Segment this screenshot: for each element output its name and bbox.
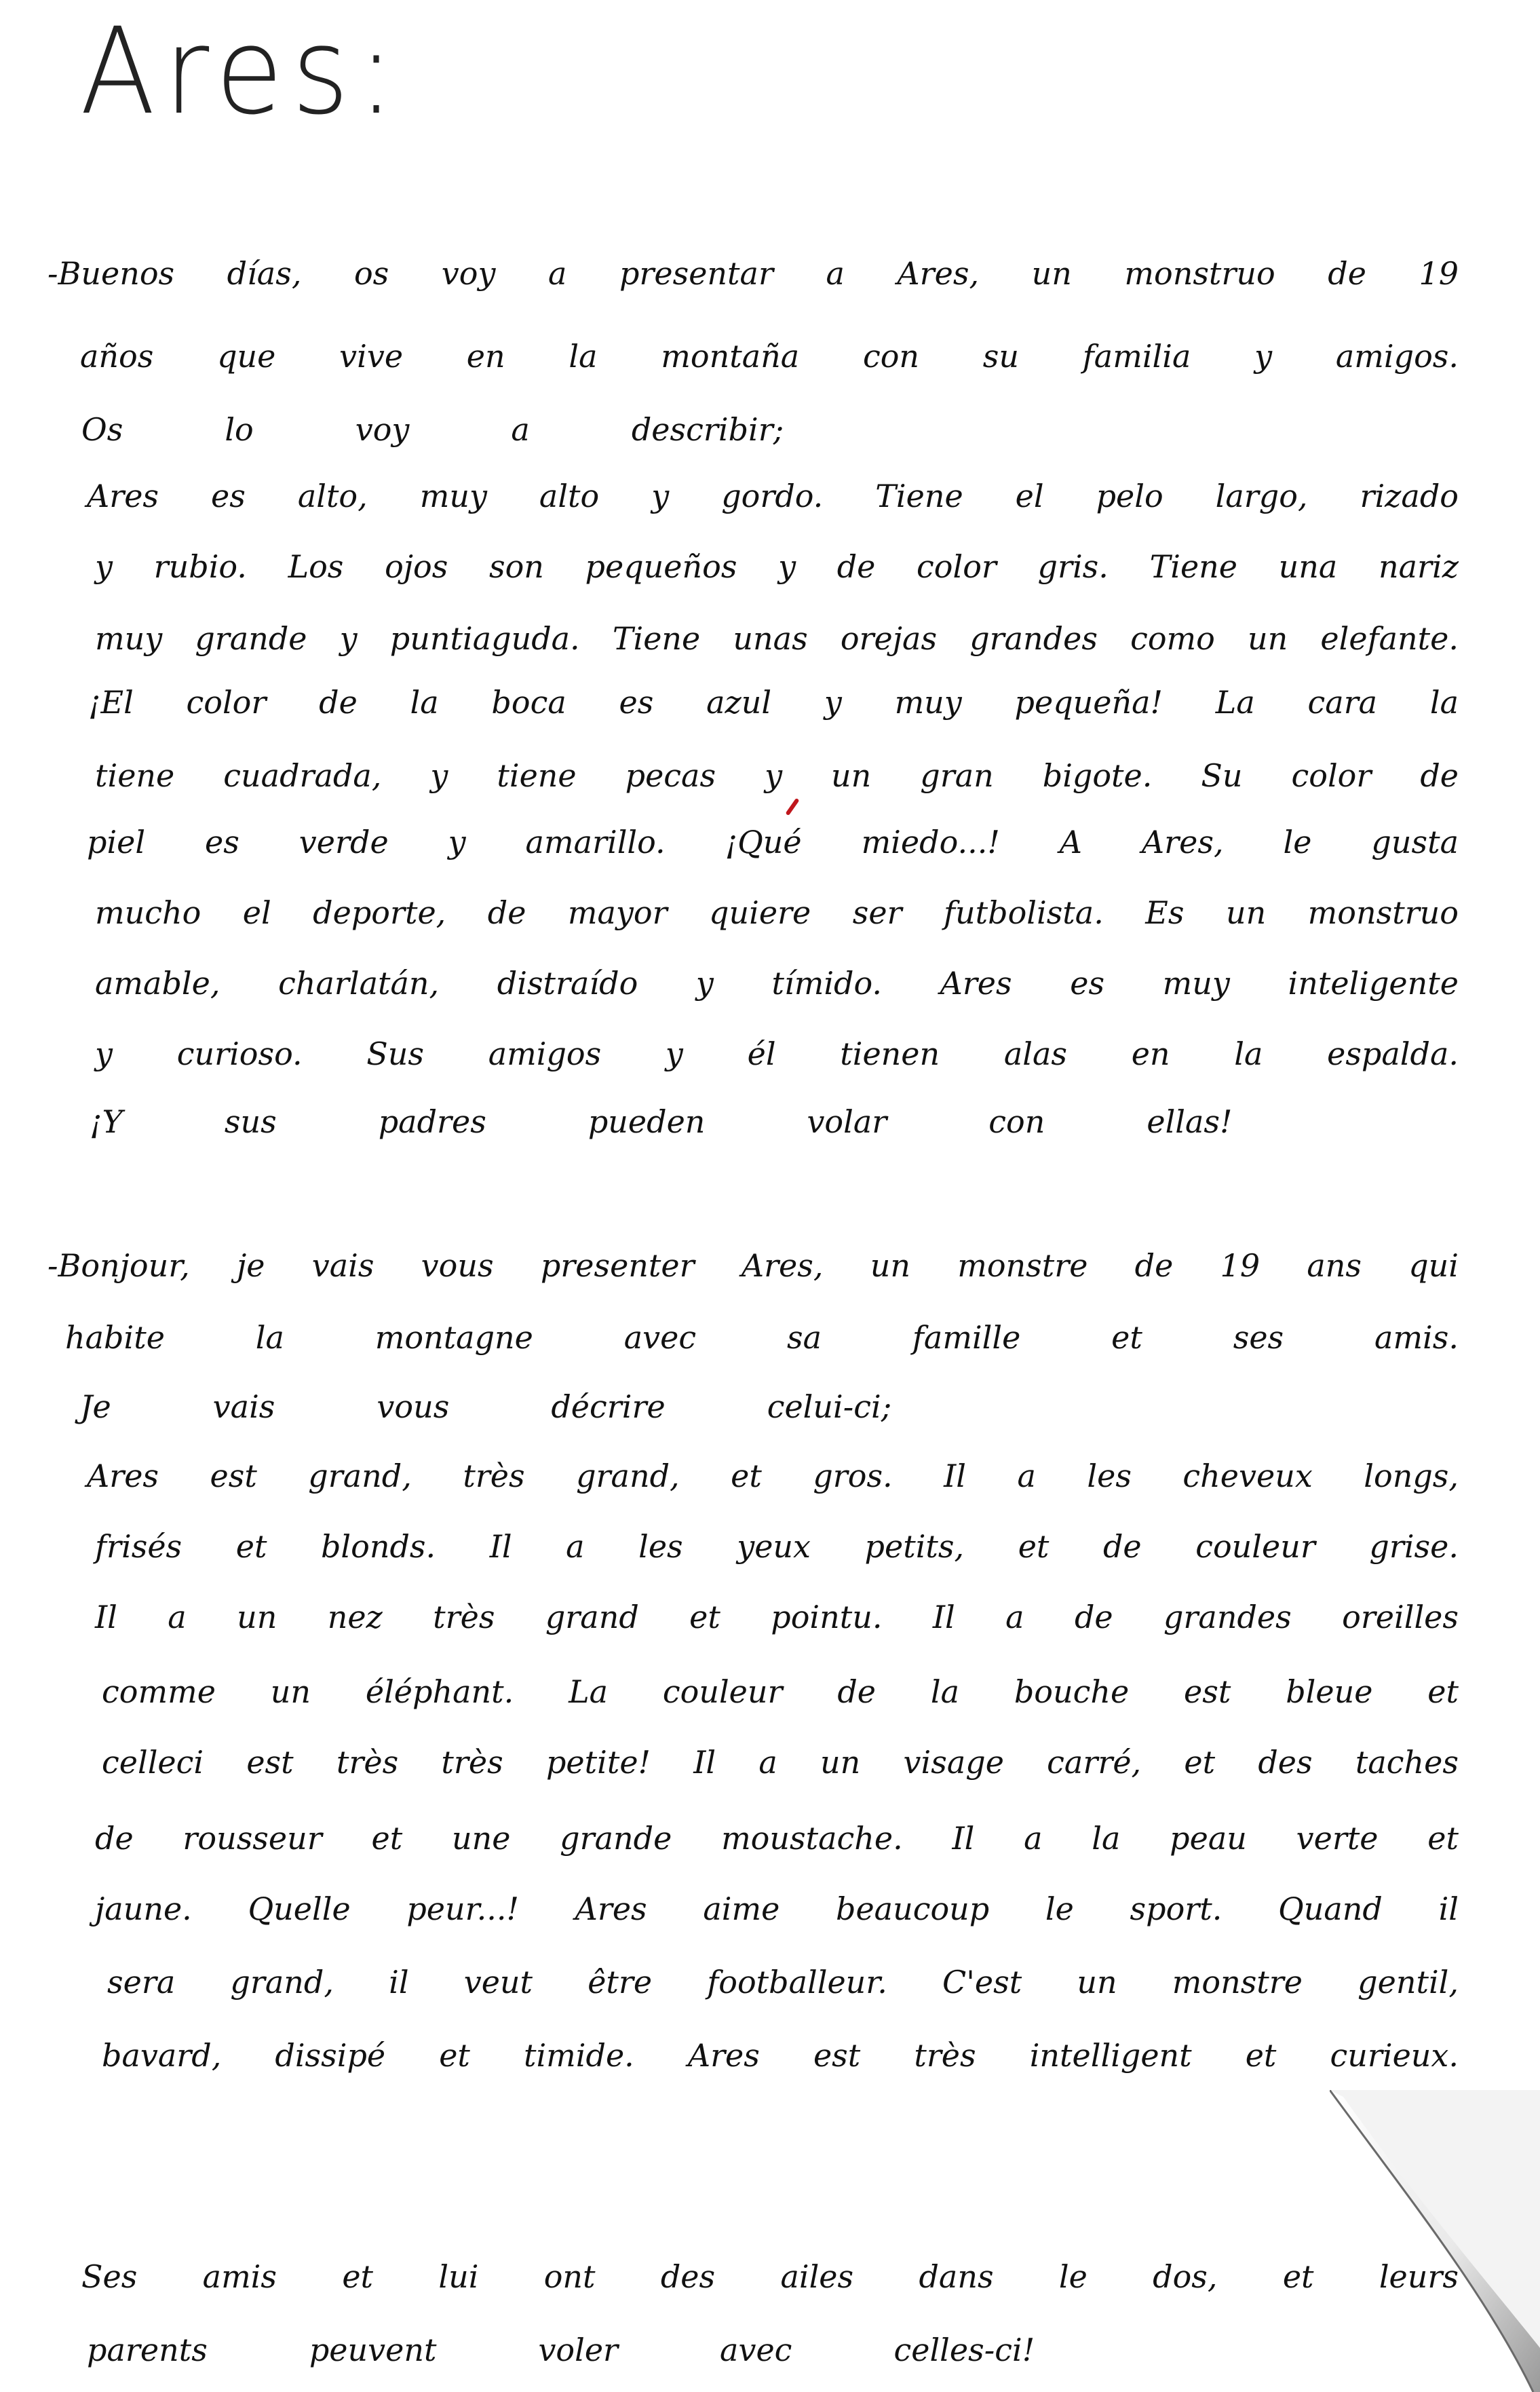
handwritten-word: grande <box>560 1820 672 1857</box>
handwritten-word: avec <box>720 2332 792 2368</box>
handwritten-word: Ares, <box>897 255 980 292</box>
handwritten-word: carré, <box>1047 1744 1142 1781</box>
handwritten-word: a <box>826 255 845 292</box>
handwritten-word: monstruo <box>1307 894 1459 931</box>
handwritten-word: el <box>1015 478 1044 514</box>
handwritten-word: grand, <box>308 1458 412 1494</box>
handwritten-word: sus <box>224 1103 277 1140</box>
handwritten-word: intelligent <box>1029 2037 1192 2074</box>
handwritten-word: la <box>410 684 439 721</box>
handwritten-word: peau <box>1170 1820 1247 1857</box>
handwritten-word: verte <box>1296 1820 1379 1857</box>
handwritten-word: son <box>488 548 544 585</box>
handwritten-word: Il <box>944 1458 967 1494</box>
handwritten-word: Tiene <box>1149 548 1238 585</box>
handwritten-word: longs, <box>1364 1458 1459 1494</box>
handwritten-word: es <box>205 824 239 860</box>
handwritten-word: très <box>463 1458 525 1494</box>
handwritten-word: y <box>1254 338 1273 375</box>
handwritten-word: sera <box>107 1964 176 2000</box>
handwritten-word: Ses <box>81 2258 138 2295</box>
handwritten-word: petite! <box>545 1744 651 1781</box>
handwritten-word: Il <box>932 1599 955 1635</box>
handwritten-word: vous <box>421 1247 494 1284</box>
handwritten-word: amigos. <box>1335 338 1459 375</box>
handwritten-word: de <box>95 1820 134 1857</box>
handwritten-word: y <box>95 548 113 585</box>
handwritten-word: y <box>430 757 448 794</box>
handwritten-word: 19 <box>1419 255 1459 292</box>
handwritten-word: presenter <box>540 1247 695 1284</box>
handwritten-word: pointu. <box>771 1599 883 1635</box>
handwritten-word: charlatán, <box>278 965 440 1002</box>
handwritten-word: nariz <box>1379 548 1459 585</box>
handwritten-word: gordo. <box>721 478 824 514</box>
handwritten-word: être <box>588 1964 653 2000</box>
handwritten-word: Quelle <box>248 1891 351 1927</box>
handwritten-word: y <box>765 757 783 794</box>
handwritten-word: alto, <box>297 478 368 514</box>
handwritten-word: pequeña! <box>1014 684 1163 721</box>
handwritten-word: montagne <box>374 1319 533 1356</box>
handwritten-word: voy <box>441 255 496 292</box>
handwritten-word: -Bonjour, <box>47 1247 190 1284</box>
handwritten-word: pequeños <box>585 548 737 585</box>
handwritten-word: A <box>1059 824 1082 860</box>
handwritten-word: en <box>466 338 505 375</box>
handwritten-word: es <box>619 684 654 721</box>
handwritten-word: qui <box>1408 1247 1459 1284</box>
handwritten-word: y <box>95 1036 113 1072</box>
handwritten-word: una <box>1278 548 1338 585</box>
handwritten-word: distraído <box>497 965 638 1002</box>
handwritten-word: cheveux <box>1182 1458 1313 1494</box>
handwritten-word: pelo <box>1096 478 1163 514</box>
handwritten-word: pueden <box>588 1103 706 1140</box>
handwritten-word: de <box>1074 1599 1113 1635</box>
handwritten-word: ¡El <box>88 684 134 721</box>
handwritten-word: lui <box>438 2258 479 2295</box>
handwritten-word: tiene <box>95 757 175 794</box>
handwritten-word: y <box>695 965 714 1002</box>
handwritten-word: Ares <box>87 478 159 514</box>
handwritten-word: La <box>1215 684 1255 721</box>
handwritten-word: ans <box>1307 1247 1362 1284</box>
handwritten-word: un <box>1248 620 1288 657</box>
handwritten-word: Je <box>80 1388 111 1425</box>
handwritten-word: parents <box>87 2332 208 2368</box>
page-fold-shadow <box>1330 2090 1540 2392</box>
handwritten-word: montaña <box>661 338 800 375</box>
handwritten-word: en <box>1131 1036 1170 1072</box>
handwritten-word: peur...! <box>406 1891 519 1927</box>
handwritten-word: leurs <box>1379 2258 1459 2295</box>
handwritten-word: gris. <box>1037 548 1109 585</box>
handwritten-word: curieux. <box>1330 2037 1459 2074</box>
handwritten-word: ojos <box>385 548 448 585</box>
handwritten-word: de <box>487 894 526 931</box>
handwritten-word: et <box>1427 1673 1459 1710</box>
handwritten-word: peuvent <box>309 2332 437 2368</box>
handwritten-word: monstruo <box>1124 255 1275 292</box>
handwritten-word: grand, <box>230 1964 334 2000</box>
handwritten-word: tiene <box>497 757 577 794</box>
handwritten-word: avec <box>623 1319 697 1356</box>
handwritten-word: le <box>1058 2258 1087 2295</box>
handwritten-word: muy <box>95 620 163 657</box>
handwritten-word: inteligente <box>1288 965 1459 1002</box>
handwritten-word: y <box>448 824 466 860</box>
handwritten-word: su <box>982 338 1019 375</box>
handwritten-word: espalda. <box>1327 1036 1459 1072</box>
handwritten-word: un <box>870 1247 910 1284</box>
handwritten-word: días, <box>227 255 302 292</box>
handwritten-word: muy <box>419 478 487 514</box>
handwritten-word: Su <box>1201 757 1243 794</box>
handwritten-word: es <box>1070 965 1105 1002</box>
handwritten-word: et <box>689 1599 720 1635</box>
handwritten-word: oreilles <box>1342 1599 1459 1635</box>
handwritten-word: Ares <box>687 2037 760 2074</box>
handwritten-word: miedo...! <box>861 824 1000 860</box>
handwritten-word: le <box>1283 824 1312 860</box>
handwritten-word: describir; <box>631 411 784 448</box>
handwritten-word: grise. <box>1369 1528 1459 1565</box>
handwritten-word: aime <box>703 1891 780 1927</box>
handwritten-word: je <box>237 1247 265 1284</box>
handwritten-word: couleur <box>662 1673 783 1710</box>
handwritten-word: quiere <box>709 894 811 931</box>
handwritten-word: y <box>778 548 796 585</box>
handwritten-word: jaune. <box>95 1891 192 1927</box>
handwritten-word: la <box>1092 1820 1121 1857</box>
handwritten-word: La <box>569 1673 609 1710</box>
handwritten-word: est <box>813 2037 861 2074</box>
handwritten-word: ses <box>1233 1319 1284 1356</box>
handwritten-word: et <box>342 2258 374 2295</box>
handwritten-word: Sus <box>366 1036 425 1072</box>
handwritten-word: visage <box>903 1744 1004 1781</box>
handwritten-word: él <box>747 1036 776 1072</box>
handwritten-word: et <box>1184 1744 1216 1781</box>
handwritten-word: rubio. <box>153 548 247 585</box>
handwritten-word: très <box>441 1744 503 1781</box>
handwritten-word: un <box>1031 255 1072 292</box>
handwritten-word: color <box>1291 757 1372 794</box>
handwritten-word: de <box>1328 255 1366 292</box>
handwritten-word: tímido. <box>771 965 882 1002</box>
handwritten-word: et <box>1427 1820 1459 1857</box>
handwritten-word: sa <box>787 1319 822 1356</box>
handwritten-word: color <box>186 684 267 721</box>
handwritten-word: gran <box>920 757 994 794</box>
handwritten-word: gros. <box>813 1458 893 1494</box>
handwritten-word: il <box>1438 1891 1459 1927</box>
handwritten-word: de <box>1420 757 1459 794</box>
handwritten-word: Os <box>81 411 123 448</box>
handwritten-word: a <box>1017 1458 1036 1494</box>
handwritten-word: familia <box>1082 338 1191 375</box>
handwritten-word: celui-ci; <box>767 1388 892 1425</box>
handwritten-word: un <box>237 1599 277 1635</box>
handwritten-word: bavard, <box>102 2037 222 2074</box>
handwritten-word: ¡Qué <box>725 824 802 860</box>
handwritten-word: C'est <box>942 1964 1022 2000</box>
handwritten-word: rizado <box>1360 478 1459 514</box>
handwritten-word: et <box>1111 1319 1142 1356</box>
handwritten-word: beaucoup <box>836 1891 990 1927</box>
handwritten-word: dos, <box>1153 2258 1218 2295</box>
handwritten-word: largo, <box>1215 478 1308 514</box>
handwritten-word: dans <box>919 2258 994 2295</box>
handwritten-word: grande <box>195 620 307 657</box>
handwritten-word: bouche <box>1014 1673 1130 1710</box>
handwritten-word: sport. <box>1130 1891 1223 1927</box>
handwritten-word: vous <box>377 1388 450 1425</box>
handwritten-word: futbolista. <box>944 894 1104 931</box>
handwritten-word: et <box>1245 2037 1277 2074</box>
handwritten-word: taches <box>1355 1744 1459 1781</box>
handwritten-word: padres <box>378 1103 486 1140</box>
handwritten-word: Los <box>288 548 344 585</box>
handwritten-word: grand <box>545 1599 639 1635</box>
handwritten-word: des <box>660 2258 716 2295</box>
handwritten-word: y <box>339 620 358 657</box>
handwritten-word: a <box>1024 1820 1043 1857</box>
handwritten-word: amis <box>202 2258 277 2295</box>
handwritten-word: famille <box>912 1319 1021 1356</box>
handwritten-word: presentar <box>619 255 773 292</box>
handwritten-word: a <box>547 255 567 292</box>
handwritten-word: Il <box>95 1599 117 1635</box>
handwritten-word: un <box>1225 894 1267 931</box>
handwritten-word: petits, <box>864 1528 965 1565</box>
handwritten-word: color <box>917 548 997 585</box>
handwritten-word: ailes <box>780 2258 854 2295</box>
handwritten-word: a <box>168 1599 187 1635</box>
handwritten-word: Il <box>952 1820 975 1857</box>
handwritten-word: est <box>246 1744 294 1781</box>
handwritten-word: Il <box>693 1744 716 1781</box>
handwritten-word: y <box>651 478 670 514</box>
handwritten-word: Ares <box>575 1891 647 1927</box>
handwritten-word: volar <box>807 1103 887 1140</box>
handwritten-word: les <box>1087 1458 1132 1494</box>
handwritten-word: Ares <box>940 965 1012 1002</box>
handwritten-word: moustache. <box>721 1820 903 1857</box>
handwritten-word: de <box>1102 1528 1142 1565</box>
handwritten-word: ¡Y <box>90 1103 123 1140</box>
handwritten-word: lo <box>225 411 254 448</box>
handwritten-word: un <box>1077 1964 1117 2000</box>
handwritten-word: a <box>758 1744 777 1781</box>
handwritten-word: piel <box>87 824 146 860</box>
handwritten-word: ont <box>543 2258 596 2295</box>
handwritten-word: blonds. <box>320 1528 436 1565</box>
handwritten-word: frisés <box>95 1528 182 1565</box>
handwritten-word: ellas! <box>1147 1103 1233 1140</box>
handwritten-word: il <box>389 1964 409 2000</box>
handwritten-word: vais <box>311 1247 374 1284</box>
handwritten-word: celleci <box>102 1744 204 1781</box>
handwritten-word: gentil, <box>1358 1964 1459 2000</box>
handwritten-word: et <box>731 1458 762 1494</box>
handwritten-word: habite <box>65 1319 165 1356</box>
handwritten-word: bleue <box>1286 1673 1373 1710</box>
handwritten-word: Ares, <box>1141 824 1224 860</box>
handwritten-word: es <box>211 478 246 514</box>
handwritten-word: 19 <box>1220 1247 1260 1284</box>
handwritten-word: comme <box>102 1673 216 1710</box>
handwritten-word: est <box>1184 1673 1231 1710</box>
handwritten-word: mucho <box>95 894 201 931</box>
handwritten-word: Quand <box>1278 1891 1383 1927</box>
handwritten-word: de <box>1134 1247 1174 1284</box>
handwritten-word: alas <box>1003 1036 1068 1072</box>
handwritten-word: voy <box>355 411 410 448</box>
handwritten-word: grandes <box>969 620 1098 657</box>
handwritten-word: est <box>210 1458 257 1494</box>
handwritten-word: amigos <box>488 1036 602 1072</box>
handwritten-word: como <box>1130 620 1215 657</box>
handwritten-word: tienen <box>840 1036 940 1072</box>
handwritten-word: a <box>511 411 530 448</box>
handwritten-word: Ares <box>87 1458 159 1494</box>
handwritten-word: alto <box>539 478 600 514</box>
handwritten-word: y <box>824 684 842 721</box>
handwritten-word: la <box>1429 684 1459 721</box>
handwritten-word: une <box>451 1820 511 1857</box>
handwritten-word: cuadrada, <box>223 757 382 794</box>
handwritten-word: Es <box>1145 894 1185 931</box>
handwritten-word: deporte, <box>313 894 446 931</box>
handwritten-word: très <box>914 2037 976 2074</box>
handwritten-word: celles-ci! <box>893 2332 1035 2368</box>
handwritten-word: pecas <box>625 757 716 794</box>
handwritten-word: os <box>353 255 389 292</box>
handwritten-word: et <box>1282 2258 1314 2295</box>
handwritten-word: Il <box>489 1528 512 1565</box>
handwritten-word: bigote. <box>1042 757 1153 794</box>
handwritten-word: dissipé <box>275 2037 386 2074</box>
handwritten-word: un <box>820 1744 861 1781</box>
handwritten-word: la <box>1234 1036 1263 1072</box>
handwritten-word: veut <box>463 1964 533 2000</box>
handwritten-word: -Buenos <box>47 255 175 292</box>
handwritten-word: timide. <box>523 2037 634 2074</box>
handwritten-word: que <box>217 338 276 375</box>
handwritten-word: azul <box>706 684 772 721</box>
handwritten-word: verde <box>299 824 389 860</box>
handwritten-word: et <box>1018 1528 1050 1565</box>
handwritten-word: la <box>255 1319 284 1356</box>
handwritten-word: un <box>831 757 872 794</box>
handwritten-word: le <box>1045 1891 1074 1927</box>
handwritten-word: amarillo. <box>525 824 666 860</box>
handwritten-word: con <box>862 338 920 375</box>
handwritten-word: a <box>1005 1599 1024 1635</box>
handwritten-word: cara <box>1307 684 1378 721</box>
page-title: Ares: <box>80 2 404 141</box>
handwritten-word: monstre <box>957 1247 1088 1284</box>
handwritten-word: de <box>319 684 358 721</box>
handwritten-word: puntiaguda. <box>389 620 580 657</box>
handwritten-word: très <box>433 1599 495 1635</box>
handwritten-word: boca <box>491 684 566 721</box>
handwritten-word: amable, <box>95 965 220 1002</box>
handwritten-word: footballeur. <box>707 1964 887 2000</box>
handwritten-word: gusta <box>1371 824 1459 860</box>
handwritten-word: de <box>837 1673 877 1710</box>
handwritten-word: yeux <box>737 1528 811 1565</box>
handwritten-word: muy <box>1162 965 1230 1002</box>
handwritten-word: Tiene <box>875 478 963 514</box>
handwritten-word: con <box>988 1103 1045 1140</box>
handwritten-word: y <box>665 1036 683 1072</box>
handwritten-word: et <box>439 2037 470 2074</box>
handwritten-word: et <box>235 1528 267 1565</box>
handwritten-word: vive <box>339 338 404 375</box>
handwritten-word: amis. <box>1374 1319 1459 1356</box>
handwritten-word: Tiene <box>612 620 701 657</box>
handwritten-word: elefante. <box>1320 620 1459 657</box>
correction-mark <box>786 798 800 816</box>
handwritten-word: curioso. <box>176 1036 303 1072</box>
handwritten-word: un <box>270 1673 311 1710</box>
handwritten-word: rousseur <box>182 1820 322 1857</box>
handwritten-word: couleur <box>1195 1528 1315 1565</box>
handwritten-word: et <box>371 1820 403 1857</box>
handwritten-word: la <box>569 338 598 375</box>
handwritten-word: la <box>930 1673 959 1710</box>
handwritten-word: voler <box>538 2332 619 2368</box>
handwritten-word: ser <box>852 894 902 931</box>
handwritten-word: a <box>566 1528 585 1565</box>
handwritten-word: des <box>1258 1744 1313 1781</box>
handwritten-word: años <box>80 338 154 375</box>
handwritten-word: Ares, <box>741 1247 824 1284</box>
handwritten-word: de <box>836 548 876 585</box>
handwritten-word: vais <box>212 1388 275 1425</box>
handwritten-word: décrire <box>551 1388 666 1425</box>
handwritten-word: grandes <box>1163 1599 1292 1635</box>
handwritten-word: monstre <box>1172 1964 1303 2000</box>
handwritten-word: grand, <box>576 1458 680 1494</box>
handwritten-word: très <box>336 1744 399 1781</box>
handwritten-word: les <box>638 1528 683 1565</box>
handwritten-word: nez <box>327 1599 383 1635</box>
handwritten-word: mayor <box>567 894 668 931</box>
handwritten-word: orejas <box>840 620 938 657</box>
handwritten-word: el <box>242 894 271 931</box>
handwritten-word: éléphant. <box>365 1673 514 1710</box>
handwritten-word: unas <box>733 620 808 657</box>
handwritten-word: muy <box>894 684 962 721</box>
